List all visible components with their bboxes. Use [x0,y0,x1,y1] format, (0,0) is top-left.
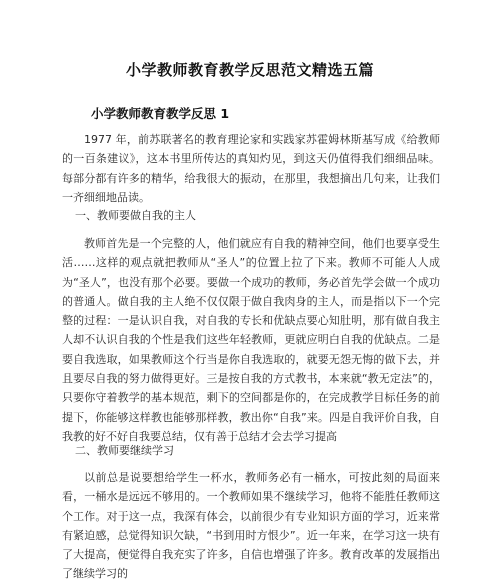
heading-continue-learning: 二、教师要继续学习 [75,444,174,457]
document-title: 小学教师教育教学反思范文精选五篇 [125,61,374,79]
heading-be-own-master: 一、教师要做自我的主人 [75,209,196,222]
paragraph-continue-learning: 以前总是说要想给学生一杯水，教师务必有一桶水，可按此刻的局面来看，一桶水是远远不够用的。一个教师如果不继续学习，他将不能胜任教师这个工作。对于这一点，我深有体会，以前很少有专业知识方面的学习，近来常有紧迫感，总觉得知识欠缺，“书到用时方恨少”。近一年来，在学习这一块有了大提高，便觉得自我充实了许多，自信也增强了许多。教育改革的发展指出了继续学习的 [62,471,440,581]
paragraph-be-own-master: 教师首先是一个完整的人，他们就应有自我的精神空间，他们也要享受生活……这样的观点就把教师从“圣人”的位置上拉了下来。教师不可能人人成为“圣人”，也没有那个必要。要做一个成功的教师，务必首先学会做一个成功的普通人。做自我的主人绝不仅仅限于做自我肉身的主人，而是指以下一个完整的过程：一是认识自我，对自我的专长和优缺点要心知肚明，那有做自我主人却不认识自我的个性是我们这些年轻教师，更就应明白自我的优缺点。二是要自我选取，如果教师这个行当是你自我选取的，就要无怨无悔的做下去，并且要尽自我的努力做得更好。三是按自我的方式教书，本来就“教无定法”的，只要你守着教学的基本规范，剩下的空间都是你的，在完成教学目标任务的前提下，你能够这样教也能够那样教，教出你“自我”来。四是自我评价自我，自我教的好不好自我要总结，仅有善于总结才会去学习提高 [62,237,440,443]
section-title: 小学教师教育教学反思 1 [91,106,230,121]
paragraph-intro: 1977 年，前苏联著名的教育理论家和实践家苏霍姆林斯基写成《给教师的一百条建议》，这本书里所传达的真知灼见，到这天仍值得我们细细品味。每部分都有许多的精华，给我很大的振动，在那里，我想摘出几句来，让我们一齐细细地品读。 [62,133,440,204]
